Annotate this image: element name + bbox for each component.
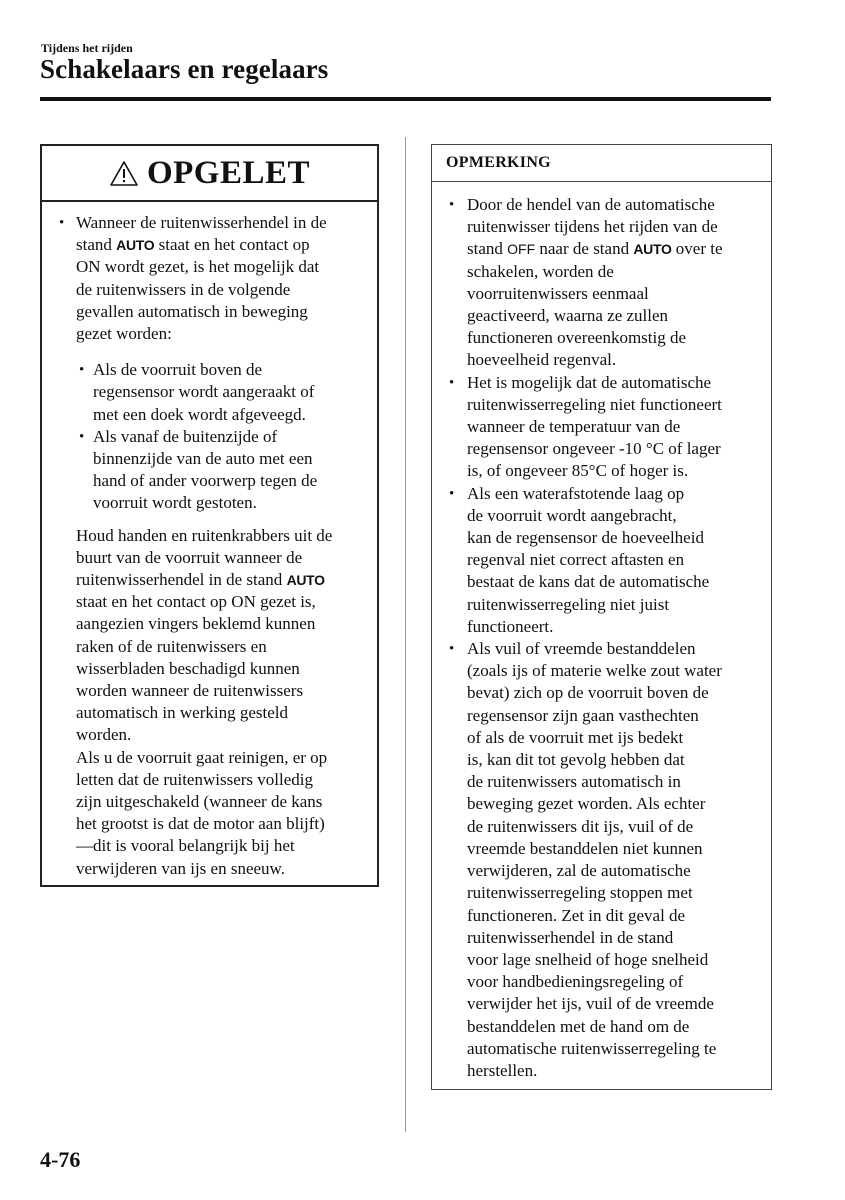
caution-header [42, 146, 377, 202]
column-divider [405, 137, 406, 1132]
note-bullet: • Door de hendel van de automatische ruitenwisser tijdens het rijden van de stand OFF naar de stand AUTO over te schakelen, worden de voorruitenwissers eenmaal geactiveerd, waarna ze zullen functioneren overeenkomstig de hoeveelheid regenval. [449, 195, 723, 370]
note-bullet: • Als een waterafstotende laag op de voorruit wordt aangebracht, kan de regensensor de hoeveelheid regenval niet correct aftasten en bestaat de kans dat de automatische ruitenwisserregeling niet juist functioneert. [449, 483, 710, 636]
off-label: OFF [507, 241, 536, 258]
section-label: Tijdens het rijden [41, 41, 133, 55]
caution-paragraph: Houd handen en ruitenkrabbers uit de buurt van de voorruit wanneer de ruitenwisserhendel in de stand AUTO staat en het contact op ON gezet is, aangezien vingers beklemd kunnen raken of de ruitenwissers en wisserbladen beschadigd kunnen worden wanneer de ruitenwissers automatisch in werking gesteld worden. [76, 525, 333, 745]
note-header [432, 145, 771, 182]
auto-label: AUTO [286, 572, 325, 589]
note-bullet: • Het is mogelijk dat de automatische ruitenwisserregeling niet functioneert wanneer de temperatuur van de regensensor ongeveer -10 °C of lager is, of ongeveer 85°C of hoger is. [449, 372, 722, 481]
note-bullet: • Als vuil of vreemde bestanddelen (zoals ijs of materie welke zout water bevat) zich op de voorruit boven de regensensor zijn gaan vasthechten of als de voorruit met ijs bedekt is, kan dit tot gevolg hebben dat de ruitenwissers automatisch in beweging gezet worden. Als echter de ruitenwissers dit ijs, vuil of de vreemde bestanddelen niet kunnen verwijderen, zal de automatische ruitenwisserregeling stoppen met functioneren. Zet in dit geval de ruitenwisserhendel in de stand voor lage snelheid of hoge snelheid voor handbedieningsregeling of verwijder het ijs, vuil of de vreemde bestanddelen met de hand om de automatische ruitenwisserregeling te herstellen. [449, 639, 722, 1080]
auto-label: AUTO [116, 237, 155, 254]
title-rule [40, 97, 771, 101]
caution-box [40, 144, 379, 887]
sub-list-item: • Als vanaf de buitenzijde of binnenzijde van de auto met een hand of ander voorwerp tegen de voorruit wordt gestoten. [79, 426, 318, 513]
caution-sub-list [76, 359, 378, 514]
note-heading: OPMERKING [446, 154, 551, 171]
caution-body [56, 212, 378, 880]
auto-label: AUTO [633, 241, 672, 258]
caution-paragraph: Als u de voorruit gaat reinigen, er op letten dat de ruitenwissers volledig zijn uitgeschakeld (wanneer de kans het grootst is dat de motor aan blijft) —dit is vooral belangrijk bij het verwijderen van ijs en sneeuw. [76, 747, 328, 878]
page-number: 4-76 [40, 1147, 81, 1172]
note-body [446, 194, 768, 1082]
sub-list-item: • Als de voorruit boven de regensensor wordt aangeraakt of met een doek wordt afgeveegd. [79, 360, 315, 424]
bullet-dot: • [59, 215, 65, 231]
caution-heading: OPGELET [146, 154, 311, 191]
caution-bullet: • Wanneer de ruitenwisserhendel in de stand AUTO staat en het contact op ON wordt gezet, is het mogelijk dat de ruitenwissers in de volgende gevallen automatisch in beweging gezet worden: [59, 213, 327, 344]
note-box [431, 144, 772, 1090]
warning-triangle-icon [109, 160, 139, 187]
page-title: Schakelaars en regelaars [40, 54, 329, 84]
